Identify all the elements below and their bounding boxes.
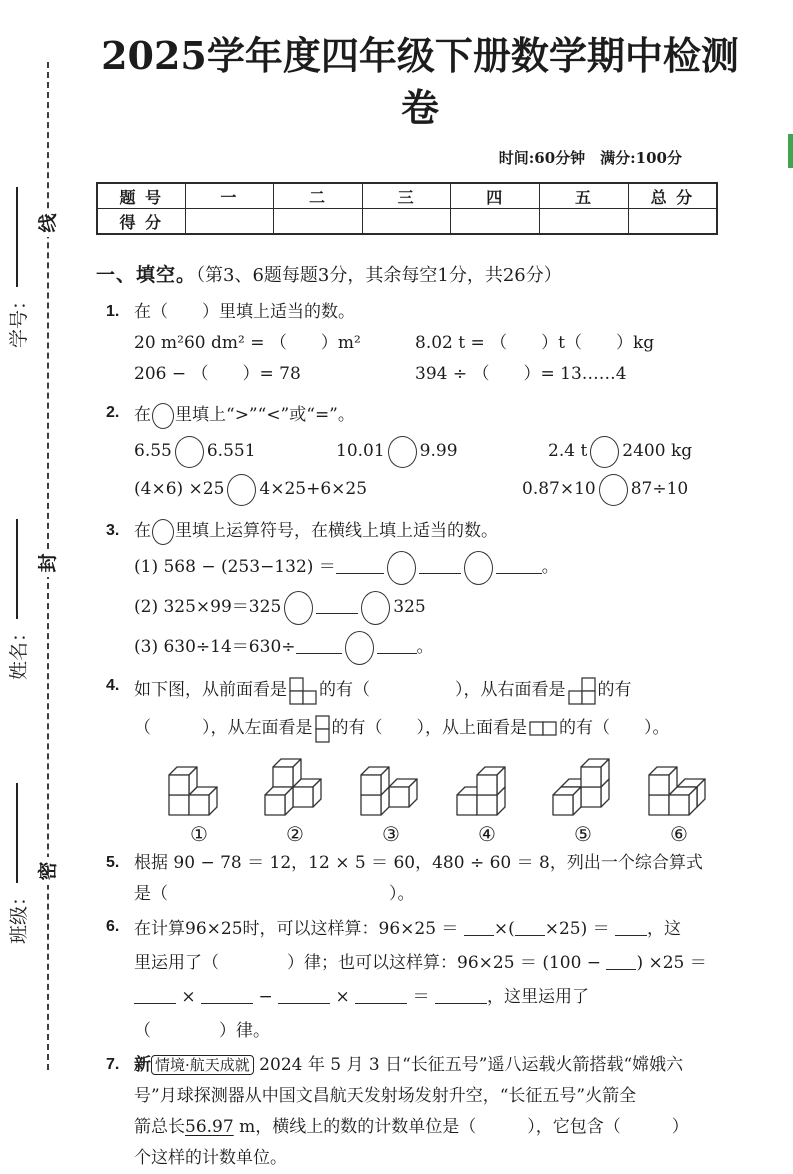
text-run: (1) 568 − (253−132) ＝ <box>134 557 336 577</box>
question-2 <box>96 398 744 508</box>
cube-figure <box>166 755 232 846</box>
cube-figures-row <box>134 755 744 846</box>
q2-compare-3 <box>548 432 692 470</box>
q1-item-a2 <box>415 328 654 359</box>
text-run: 8.02 t = （ ）t（ ）kg <box>415 333 655 353</box>
question-2-number: 2. <box>106 404 120 421</box>
cube-figure-svg <box>262 755 328 817</box>
text-run: 20 m²60 dm² = （ ）m² <box>134 333 361 353</box>
question-7 <box>96 1050 744 1174</box>
q7-line-3 <box>134 1112 744 1143</box>
score-table-cell-3: 三 <box>362 183 451 209</box>
q7-line-1 <box>134 1050 744 1081</box>
text-run: 0.87×10 <box>522 479 596 499</box>
cube-figure-svg <box>454 755 520 817</box>
answer-blank-line <box>435 987 487 1004</box>
section-1-title: 一、填空。 <box>96 265 197 286</box>
text-run: 根据 90 − 78 ＝ 12，12 × 5 ＝ 60，480 ÷ 60 ＝ 8，列出一个综合算式 <box>134 853 703 873</box>
question-6-number: 6. <box>106 918 120 935</box>
text-run: 号”月球探测器从中国文昌航天发射场发射升空，“长征五号”火箭全 <box>134 1086 637 1106</box>
student-id-label: 学号： <box>7 290 30 348</box>
q3-sub-2 <box>134 587 744 627</box>
score-table-cell-5: 五 <box>540 183 629 209</box>
score-table <box>96 182 718 235</box>
text-run: × <box>330 987 356 1007</box>
view-shape-top-icon <box>529 721 557 736</box>
q5-line-2 <box>134 879 744 910</box>
text-run: 的有 <box>597 680 632 700</box>
score-table-cell-4: 四 <box>451 183 540 209</box>
scan-artifact-green <box>788 134 793 168</box>
view-shape-right-icon <box>568 677 596 705</box>
score-table-header-row <box>97 183 717 209</box>
text-run: 4×25+6×25 <box>259 479 368 499</box>
answer-blank-line <box>201 987 253 1004</box>
answer-circle <box>388 436 417 468</box>
q2-compare-5 <box>522 470 688 508</box>
score-empty-cell <box>274 209 363 235</box>
answer-circle <box>361 591 390 625</box>
answer-blank-line <box>377 637 417 654</box>
text-run: ，这里运用了 <box>487 987 589 1007</box>
text-run: 的有（ ），从上面看是 <box>331 718 527 738</box>
text-run: 如下图，从前面看是 <box>134 680 287 700</box>
text-run: 206 − （ ）= 78 <box>134 364 301 384</box>
view-shape-left-icon <box>315 715 330 743</box>
question-1-number: 1. <box>106 303 120 320</box>
figure-label: ③ <box>382 822 400 846</box>
figure-label: ⑤ <box>574 822 592 846</box>
text-run: （ ）律。 <box>134 1021 270 1041</box>
answer-circle <box>175 436 204 468</box>
question-4-number: 4. <box>106 677 120 694</box>
text-run: (4×6) ×25 <box>134 479 225 499</box>
text-run: ，这 <box>647 919 682 939</box>
class-blank-line <box>16 783 18 883</box>
text-run: 10.01 <box>336 441 385 461</box>
answer-blank-line <box>419 557 461 574</box>
q5-line-1 <box>134 848 744 879</box>
seal-char-mi: 密 <box>33 857 63 885</box>
text-run: 里运用了（ ）律；也可以这样算：96×25 ＝ (100 − <box>134 953 607 973</box>
text-run: 里填上“>”“<”或“=”。 <box>175 405 355 425</box>
score-table-cell-tihao: 题 号 <box>97 183 185 209</box>
figure-label: ① <box>190 822 208 846</box>
text-run: (3) 630÷14＝630÷ <box>134 637 296 657</box>
answer-blank-line <box>606 953 636 970</box>
question-5 <box>96 848 744 910</box>
figure-label: ⑥ <box>670 822 688 846</box>
q3-sub-3 <box>134 627 744 667</box>
text-run: 2400 kg <box>622 441 693 461</box>
answer-circle <box>345 631 374 665</box>
question-5-number: 5. <box>106 854 120 871</box>
student-name-field <box>3 480 31 680</box>
q7-line-4 <box>134 1143 744 1174</box>
q1-item-b2 <box>415 359 627 390</box>
text-run: 。 <box>416 637 434 657</box>
answer-circle <box>227 474 256 506</box>
q1-intro <box>134 297 744 328</box>
score-table-cell-1: 一 <box>185 183 274 209</box>
q2-compare-2 <box>336 432 548 470</box>
q1-item-a1 <box>134 328 415 359</box>
badge-boxed-text: 情境·航天成就 <box>151 1055 254 1075</box>
text-run: 2.4 t <box>548 441 588 461</box>
answer-circle <box>284 591 313 625</box>
text-run: 里填上运算符号，在横线上填上适当的数。 <box>175 521 498 541</box>
student-name-blank-line <box>16 519 18 619</box>
badge-bold-text: 新 <box>134 1055 151 1075</box>
text-run: − <box>253 987 279 1007</box>
score-empty-cell <box>540 209 629 235</box>
q2-compare-1 <box>134 432 336 470</box>
figure-label: ② <box>286 822 304 846</box>
cube-figure-svg <box>166 755 232 817</box>
text-run: ×25) ＝ <box>544 919 616 939</box>
cube-figure <box>262 755 328 846</box>
text-run: 的有（ ）。 <box>559 718 670 738</box>
seal-char-xian: 线 <box>33 209 63 237</box>
page-title: 2025学年度四年级下册数学期中检测卷 <box>101 33 739 130</box>
answer-circle <box>464 551 493 585</box>
text-run: 在计算96×25时，可以这样算：96×25 ＝ <box>134 919 464 939</box>
text-run: 6.55 <box>134 441 172 461</box>
q7-line-2 <box>134 1081 744 1112</box>
q3-intro <box>134 516 744 547</box>
answer-circle <box>599 474 628 506</box>
q3-sub-1 <box>134 547 744 587</box>
answer-blank-line <box>316 597 358 614</box>
q4-line-2 <box>134 709 744 747</box>
q2-intro <box>134 398 744 432</box>
text-run: 87÷10 <box>630 479 689 499</box>
q4-line-1 <box>134 671 744 709</box>
score-table-cell-total: 总 分 <box>628 183 717 209</box>
text-run: 的有（ ），从右面看是 <box>319 680 566 700</box>
cube-figure-svg <box>550 755 616 817</box>
score-table-cell-2: 二 <box>274 183 363 209</box>
cube-figure <box>646 755 712 846</box>
student-id-field <box>3 148 31 348</box>
score-table-score-row <box>97 209 717 235</box>
cube-figure-svg <box>358 755 424 817</box>
answer-blank-line <box>336 557 384 574</box>
answer-circle <box>590 436 619 468</box>
text-run: （ ），从左面看是 <box>134 718 313 738</box>
answer-blank-line <box>278 987 330 1004</box>
text-run: 在（ ）里填上适当的数。 <box>134 302 355 322</box>
q6-line-1 <box>134 912 744 946</box>
answer-blank-line <box>464 919 494 936</box>
class-field <box>3 744 31 944</box>
text-run: × <box>176 987 202 1007</box>
score-empty-cell <box>362 209 451 235</box>
question-6 <box>96 912 744 1048</box>
text-run: 。 <box>541 557 559 577</box>
q6-line-2 <box>134 946 744 980</box>
text-run: 2024 年 5 月 3 日“长征五号”遥八运载火箭搭载“嫦娥六 <box>253 1055 684 1075</box>
text-run: 6.551 <box>206 441 256 461</box>
q1-item-b1 <box>134 359 415 390</box>
q6-line-3 <box>134 980 744 1014</box>
cube-figure <box>358 755 424 846</box>
student-id-blank-line <box>16 187 18 287</box>
question-3-number: 3. <box>106 522 120 539</box>
text-run: 是（ ）。 <box>134 884 415 904</box>
answer-circle <box>152 519 174 545</box>
question-4 <box>96 671 744 846</box>
figure-label: ④ <box>478 822 496 846</box>
text-run: ) ×25 ＝ <box>636 953 707 973</box>
question-7-number: 7. <box>106 1056 120 1073</box>
cube-figure-svg <box>646 755 712 817</box>
text-run: 325 <box>393 597 426 617</box>
answer-blank-line <box>355 987 407 1004</box>
answer-blank-line <box>134 987 176 1004</box>
cube-figure <box>454 755 520 846</box>
exam-meta: 时间:60分钟 满分:100分 <box>498 149 682 167</box>
text-run: 在 <box>134 521 151 541</box>
text-run: 个这样的计数单位。 <box>134 1148 287 1168</box>
answer-circle <box>387 551 416 585</box>
text-run: (2) 325×99＝325 <box>134 597 282 617</box>
section-1-points: （第3、6题每题3分，其余每空1分，共26分） <box>196 265 562 286</box>
text-run: ＝ <box>407 987 435 1007</box>
answer-blank-line <box>496 557 542 574</box>
text-run: m，横线上的数的计数单位是（ ），它包含（ ） <box>233 1117 689 1137</box>
section-1-heading <box>96 261 744 291</box>
view-shape-front-icon <box>289 677 317 705</box>
question-3 <box>96 516 744 667</box>
text-run: ×( <box>493 919 515 939</box>
q2-compare-4 <box>134 470 522 508</box>
text-run: 箭总长 <box>134 1117 185 1137</box>
seal-char-feng: 封 <box>33 549 63 577</box>
class-label: 班级： <box>7 886 30 944</box>
score-empty-cell <box>628 209 717 235</box>
score-empty-cell <box>451 209 540 235</box>
cube-figure <box>550 755 616 846</box>
question-1 <box>96 297 744 390</box>
answer-blank-line <box>296 637 342 654</box>
score-table-cell-defen: 得 分 <box>97 209 185 235</box>
answer-circle <box>152 403 174 429</box>
underlined-number: 56.97 <box>185 1117 234 1137</box>
text-run: 394 ÷ （ ）= 13……4 <box>415 364 627 384</box>
score-empty-cell <box>185 209 274 235</box>
text-run: 在 <box>134 405 151 425</box>
student-name-label: 姓名： <box>7 622 30 680</box>
answer-blank-line <box>615 919 647 936</box>
q6-line-4 <box>134 1014 744 1048</box>
text-run: 9.99 <box>419 441 458 461</box>
answer-blank-line <box>515 919 545 936</box>
content-column <box>96 30 744 1174</box>
